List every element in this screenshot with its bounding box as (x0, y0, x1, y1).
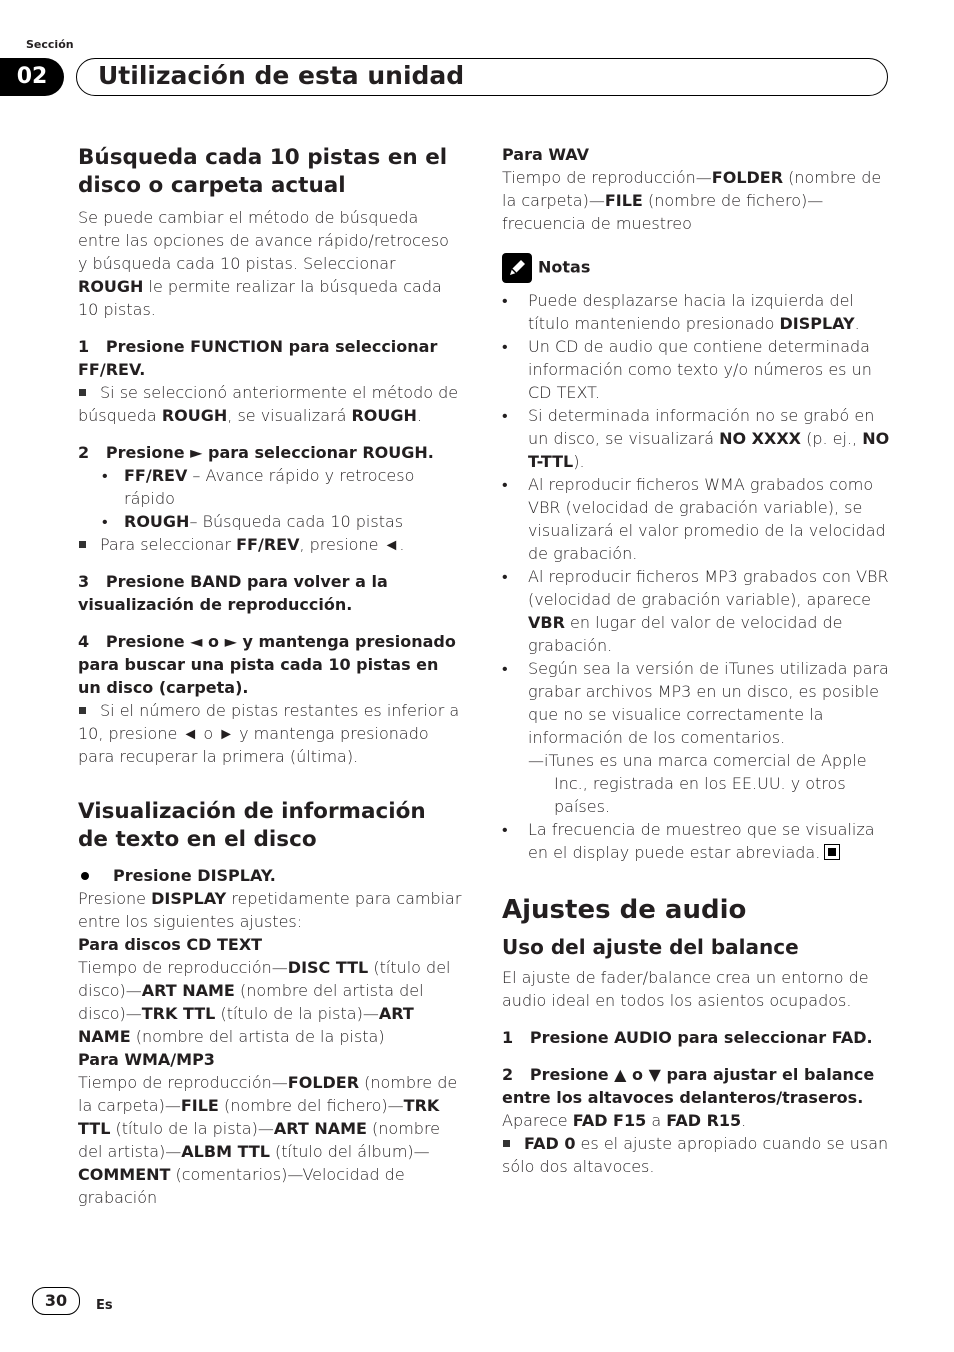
step-4: 4 Presione ◄ o ► y mantenga presionado para buscar una pista cada 10 pistas en un disco (carpeta). (78, 632, 456, 697)
bullet-icon: • (102, 466, 108, 485)
right-column (502, 143, 890, 1178)
heading-busqueda: Búsqueda cada 10 pistas en el disco o carpeta actual (78, 145, 448, 198)
step-4-note: Si el número de pistas restantes es inferior a 10, presione ◄ o ► y mantenga presionado para recuperar la primera (última). (78, 701, 460, 766)
language-code: Es (96, 1298, 113, 1313)
wav-heading: Para WAV (502, 145, 589, 164)
press-display-step: Presione DISPLAY. (78, 864, 463, 887)
section-title: Utilización de esta unidad (98, 61, 465, 90)
left-column (78, 144, 463, 1209)
section-label: Sección (26, 38, 74, 51)
end-mark-icon (824, 844, 840, 860)
fad-note: FAD 0 es el ajuste apropiado cuando se usan sólo dos altavoces. (502, 1134, 889, 1176)
section-number-badge: 02 (0, 58, 64, 96)
intro-paragraph: Se puede cambiar el método de búsqueda entre las opciones de avance rápido/retroceso y búsqueda cada 10 pistas. Seleccionar ROUGH le permite realizar la búsqueda cada 10 pistas. (78, 208, 449, 319)
page-number: 30 (32, 1287, 80, 1315)
dot-bullet-icon (81, 872, 89, 880)
note-item: • Al reproducir ficheros WMA grabados como VBR (velocidad de grabación variable), se visualizará el valor promedio de la velocidad de grabación. (502, 475, 886, 563)
note-subitem: —iTunes es una marca comercial de Apple Inc., registrada en los EE.UU. y otros países. (528, 751, 867, 816)
note-item: • Según sea la versión de iTunes utilizada para grabar archivos MP3 en un disco, es posible que no se visualice correctamente la información de los comentarios. (502, 659, 889, 747)
step-1-note: Si se seleccionó anteriormente el método de búsqueda ROUGH, se visualizará ROUGH. (78, 383, 459, 425)
step-3: 3 Presione BAND para volver a la visualización de reproducción. (78, 572, 388, 614)
square-bullet-icon (79, 541, 86, 548)
cd-text-heading: Para discos CD TEXT (78, 935, 263, 954)
square-bullet-icon (79, 707, 86, 714)
step-1: 1 Presione FUNCTION para seleccionar FF/REV. (78, 337, 438, 379)
step-2-bullet-1: • FF/REV – Avance rápido y retroceso rápido (102, 466, 415, 508)
press-display-paragraph: Presione DISPLAY repetidamente para cambiar entre los siguientes ajustes: (78, 889, 462, 931)
note-item: • Un CD de audio que contiene determinada información como texto y/o números es un CD TEXT. (502, 337, 872, 402)
step-2-note: Para seleccionar FF/REV, presione ◄. (78, 533, 463, 556)
notes-heading: Notas (502, 253, 890, 283)
bullet-icon: • (102, 512, 108, 531)
heading-balance: Uso del ajuste del balance (502, 935, 799, 959)
balance-step-1: 1 Presione AUDIO para seleccionar FAD. (502, 1028, 873, 1047)
cd-text-paragraph: Tiempo de reproducción—DISC TTL (título del disco)—ART NAME (nombre del artista del disco)—TRK TTL (título de la pista)—ART NAME (nombre del artista de la pista) (78, 958, 451, 1046)
note-item: • La frecuencia de muestreo que se visualiza en el display puede estar abreviada. (502, 820, 875, 862)
step-2: 2 Presione ► para seleccionar ROUGH. (78, 443, 434, 462)
pencil-icon (502, 253, 532, 283)
appears-line: Aparece FAD F15 a FAD R15. (502, 1111, 747, 1130)
heading-ajustes-audio: Ajustes de audio (502, 895, 747, 925)
square-bullet-icon (79, 389, 86, 396)
note-item: • Si determinada información no se grabó en un disco, se visualizará NO XXXX (p. ej., NO T-TTL). (502, 406, 890, 471)
note-item: • Al reproducir ficheros MP3 grabados con VBR (velocidad de grabación variable), aparece VBR en lugar del valor de velocidad de grabación. (502, 567, 889, 655)
square-bullet-icon (503, 1140, 510, 1147)
balance-step-2: 2 Presione ▲ o ▼ para ajustar el balance entre los altavoces delanteros/traseros. (502, 1065, 875, 1107)
step-2-bullet-2: • ROUGH– Búsqueda cada 10 pistas (102, 512, 404, 531)
wma-mp3-heading: Para WMA/MP3 (78, 1050, 215, 1069)
balance-paragraph: El ajuste de fader/balance crea un entorno de audio ideal en todos los asientos ocupados. (502, 968, 869, 1010)
wav-paragraph: Tiempo de reproducción—FOLDER (nombre de la carpeta)—FILE (nombre de fichero)—frecuencia de muestreo (502, 168, 882, 233)
note-item: • Puede desplazarse hacia la izquierda del título manteniendo presionado DISPLAY. (502, 291, 860, 333)
wma-mp3-paragraph: Tiempo de reproducción—FOLDER (nombre de la carpeta)—FILE (nombre del fichero)—TRK TTL (título de la pista)—ART NAME (nombre del artista)—ALBM TTL (título del álbum)—COMMENT (comentarios)—Velocidad de grabación (78, 1073, 458, 1207)
heading-visualizacion: Visualización de información de texto en el disco (78, 799, 426, 852)
